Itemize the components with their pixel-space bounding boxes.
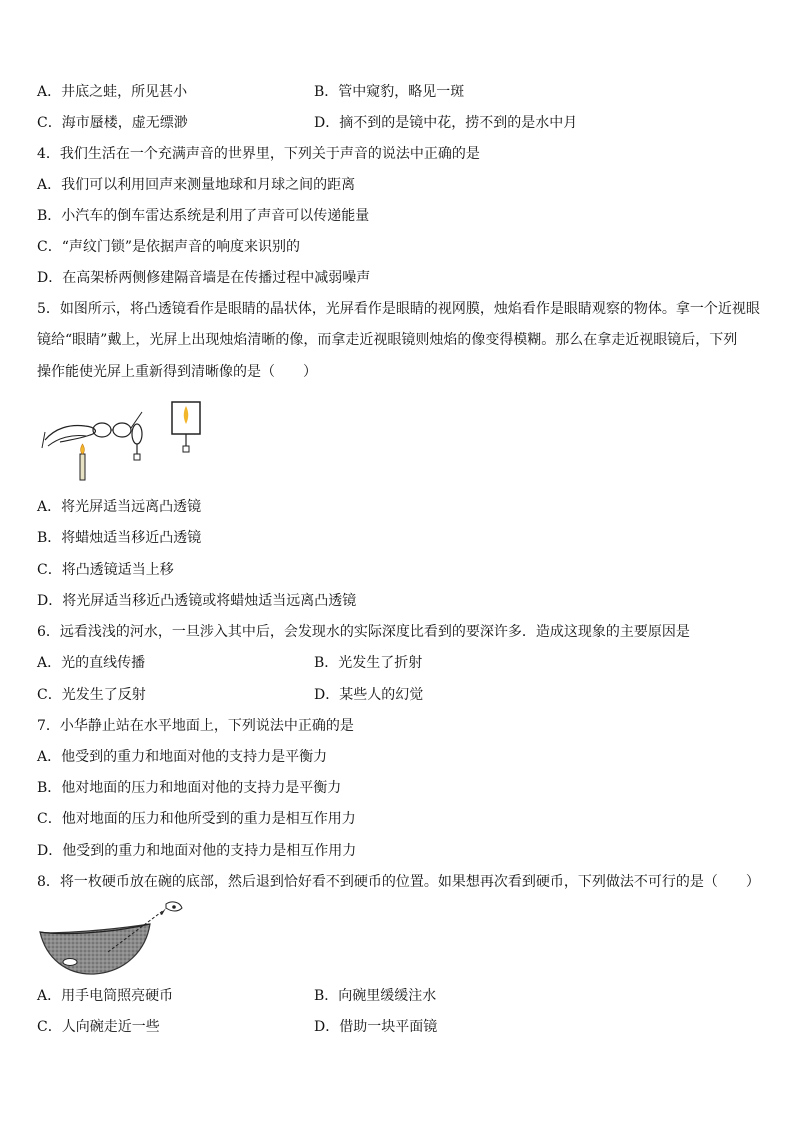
q6-option-d: D．某些人的幻觉	[314, 687, 424, 703]
q5-option-b: B．将蜡烛适当移近凸透镜	[37, 530, 202, 546]
q3-option-c: C．海市蜃楼，虚无缥渺	[37, 115, 188, 131]
q7-stem: 7．小华静止站在水平地面上，下列说法中正确的是	[37, 718, 354, 734]
q6-option-a: A．光的直线传播	[37, 655, 146, 671]
q8-option-a: A．用手电筒照亮硬币	[37, 988, 174, 1004]
q7-option-a: A．他受到的重力和地面对他的支持力是平衡力	[37, 749, 328, 765]
q3-option-a: A．井底之蛙，所见甚小	[37, 84, 188, 100]
q7-option-d: D．他受到的重力和地面对他的支持力是相互作用力	[37, 843, 357, 859]
q5-option-c: C．将凸透镜适当上移	[37, 562, 174, 578]
q3-option-b: B．管中窥豹，略见一斑	[314, 84, 465, 100]
q6-option-b: B．光发生了折射	[314, 655, 423, 671]
q5-option-a: A．将光屏适当远离凸透镜	[37, 499, 202, 515]
hand-wrist	[42, 432, 45, 448]
sight-arrow	[160, 908, 166, 915]
candle-flame	[81, 444, 85, 454]
q8-option-c: C．人向碗走近一些	[37, 1019, 160, 1035]
bowl-coin-figure	[36, 898, 186, 978]
q7-option-c: C．他对地面的压力和他所受到的重力是相互作用力	[37, 811, 356, 827]
lens-experiment-figure	[40, 398, 230, 484]
q8-option-d: D．借助一块平面镜	[314, 1019, 438, 1035]
q4-option-a: A．我们可以利用回声来测量地球和月球之间的距离	[37, 177, 356, 193]
candle-body	[80, 454, 85, 480]
q5-stem-line2: 镜给“眼睛”戴上，光屏上出现烛焰清晰的像，而拿走近视眼镜则烛焰的像变得模糊。那么在拿走近视眼镜后，下列	[37, 332, 738, 348]
q8-stem: 8．将一枚硬币放在碗的底部，然后退到恰好看不到硬币的位置。如果想再次看到硬币，下列做法不可行的是（ ）	[37, 874, 760, 890]
lens-base	[134, 454, 140, 460]
q5-stem-line3: 操作能使光屏上重新得到清晰像的是（ ）	[37, 364, 317, 380]
q4-option-b: B．小汽车的倒车雷达系统是利用了声音可以传递能量	[37, 208, 370, 224]
glasses-lens-right	[113, 423, 131, 437]
q4-option-d: D．在高架桥两侧修建隔音墙是在传播过程中减弱噪声	[37, 270, 371, 286]
q3-option-d: D．摘不到的是镜中花，捞不到的是水中月	[314, 115, 578, 131]
q8-option-b: B．向碗里缓缓注水	[314, 988, 437, 1004]
q5-stem-line1: 5．如图所示，将凸透镜看作是眼睛的晶状体，光屏看作是眼睛的视网膜，烛焰看作是眼睛观察的物体。拿一个近视眼	[37, 301, 760, 317]
screen-base	[183, 446, 189, 452]
q4-stem: 4．我们生活在一个充满声音的世界里，下列关于声音的说法中正确的是	[37, 146, 480, 162]
bowl	[40, 924, 150, 974]
hand-outline	[45, 426, 95, 442]
q4-option-c: C．“声纹门锁”是依据声音的响度来识别的	[37, 239, 301, 255]
q7-option-b: B．他对地面的压力和地面对他的支持力是平衡力	[37, 780, 342, 796]
q5-option-d: D．将光屏适当移近凸透镜或将蜡烛适当远离凸透镜	[37, 593, 357, 609]
coin	[63, 959, 77, 966]
convex-lens	[132, 424, 142, 444]
q6-stem: 6．远看浅浅的河水，一旦涉入其中后，会发现水的实际深度比看到的要深许多．造成这现象的主要原因是	[37, 624, 690, 640]
q6-option-c: C．光发生了反射	[37, 687, 146, 703]
